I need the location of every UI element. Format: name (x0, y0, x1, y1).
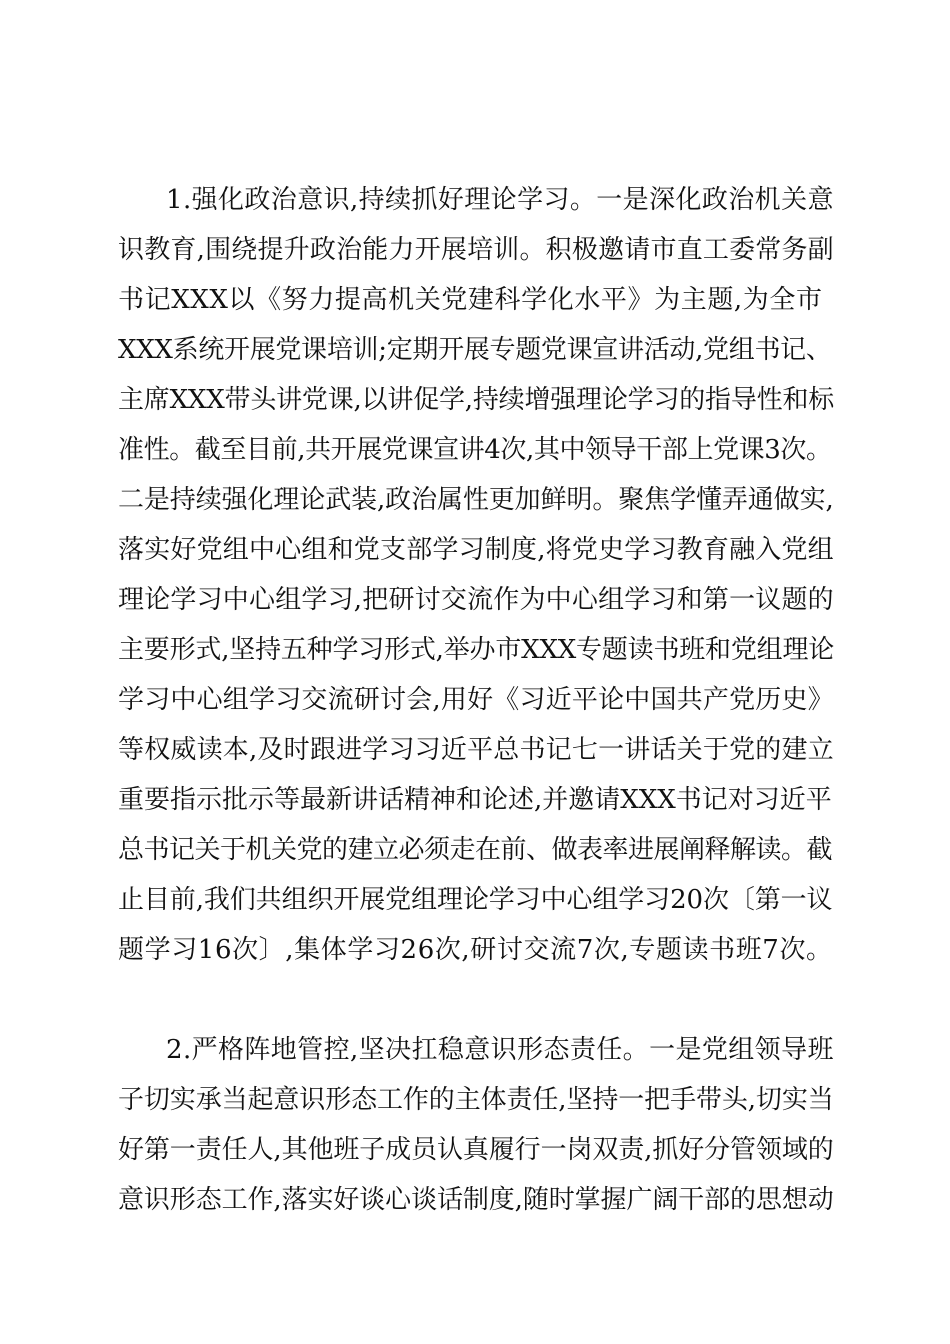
paragraph-2-line-3: 好第一责任人,其他班子成员认真履行一岗双责,抓好分管领域的 (118, 1135, 834, 1165)
paragraph-1-line-13: 重要指示批示等最新讲话精神和论述,并邀请XXX书记对习近平 (118, 785, 832, 815)
paragraph-1-line-14: 总书记关于机关党的建立必须走在前、做表率进展阐释解读。截 (118, 835, 833, 865)
paragraph-1-line-10: 主要形式,坚持五种学习形式,举办市XXX专题读书班和党组理论 (118, 635, 835, 665)
paragraph-1-line-9: 理论学习中心组学习,把研讨交流作为中心组学习和第一议题的 (118, 585, 834, 615)
paragraph-1-line-6: 准性。截至目前,共开展党课宣讲4次,其中领导干部上党课3次。 (118, 435, 832, 465)
paragraph-2-line-4: 意识形态工作,落实好谈心谈话制度,随时掌握广阔干部的思想动 (118, 1185, 834, 1215)
paragraph-1-line-15: 止目前,我们共组织开展党组理论学习中心组学习20次〔第一议 (118, 885, 833, 915)
paragraph-1-line-12: 等权威读本,及时跟进学习习近平总书记七一讲话关于党的建立 (118, 735, 834, 765)
paragraph-1-line-5: 主席XXX带头讲党课,以讲促学,持续增强理论学习的指导性和标 (118, 385, 835, 415)
paragraph-1-line-3: 书记XXX以《努力提高机关党建科学化水平》为主题,为全市 (118, 285, 823, 315)
paragraph-1-line-1: 1.强化政治意识,持续抓好理论学习。一是深化政治机关意 (166, 185, 834, 215)
paragraph-1-line-2: 识教育,围绕提升政治能力开展培训。积极邀请市直工委常务副 (118, 235, 834, 265)
paragraph-2-line-1: 2.严格阵地管控,坚决扛稳意识形态责任。一是党组领导班 (166, 1035, 834, 1065)
paragraph-1-line-4: XXX系统开展党课培训;定期开展专题党课宣讲活动,党组书记、 (118, 335, 832, 365)
paragraph-1-line-11: 学习中心组学习交流研讨会,用好《习近平论中国共产党历史》 (118, 685, 834, 715)
paragraph-1-line-16: 题学习16次〕,集体学习26次,研讨交流7次,专题读书班7次。 (118, 935, 833, 965)
paragraph-1-line-8: 落实好党组中心组和党支部学习制度,将党史学习教育融入党组 (118, 535, 834, 565)
paragraph-1-line-7: 二是持续强化理论武装,政治属性更加鲜明。聚焦学懂弄通做实, (118, 485, 834, 515)
paragraph-2-line-2: 子切实承当起意识形态工作的主体责任,坚持一把手带头,切实当 (118, 1085, 834, 1115)
